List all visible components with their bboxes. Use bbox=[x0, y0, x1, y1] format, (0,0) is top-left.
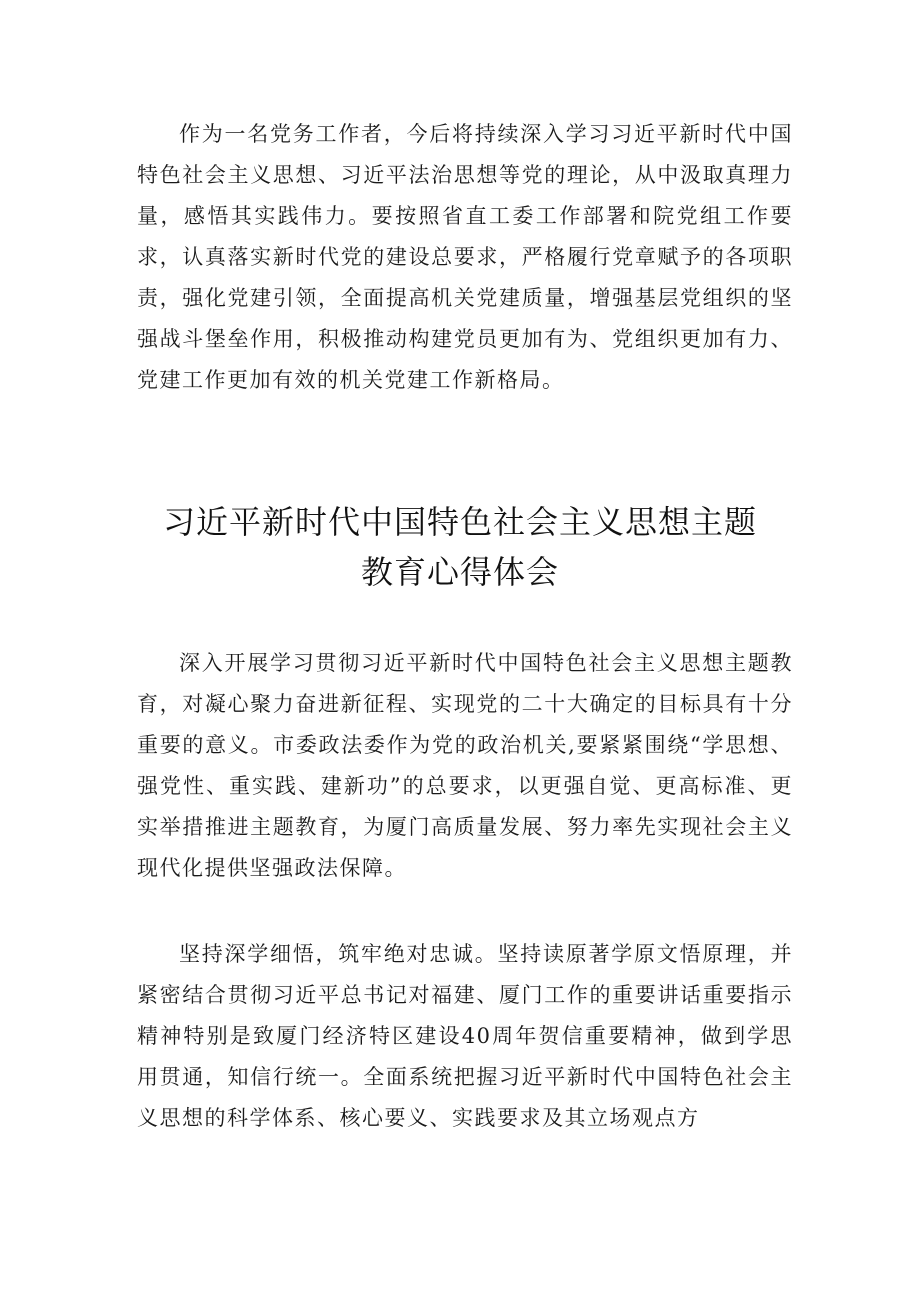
section-title-line-2: 教育心得体会 bbox=[360, 553, 559, 591]
section-title bbox=[100, 497, 820, 597]
intro-paragraph: 作为一名党务工作者，今后将持续深入学习习近平新时代中国特色社会主义思想、习近平法治思想等党的理论，从中汲取真理力量，感悟其实践伟力。要按照省直工委工作部署和院党组工作要求，认真落实新时代党的建设总要求，严格履行党章赋予的各项职责，强化党建引领，全面提高机关党建质量，增强基层党组织的坚强战斗堡垒作用，积极推动构建党员更加有为、党组织更加有力、党建工作更加有效的机关党建工作新格局。 bbox=[137, 122, 793, 392]
body-paragraph-2: 坚持深学细悟，筑牢绝对忠诚。坚持读原著学原文悟原理，并紧密结合贯彻习近平总书记对福建、厦门工作的重要讲话重要指示精神特别是致厦门经济特区建设40周年贺信重要精神，做到学思用贯通，知信行统一。全面系统把握习近平新时代中国特色社会主义思想的科学体系、核心要义、实践要求及其立场观点方 bbox=[137, 942, 793, 1130]
section-title-line-1: 习近平新时代中国特色社会主义思想主题 bbox=[162, 503, 757, 541]
body-paragraph-1: 深入开展学习贯彻习近平新时代中国特色社会主义思想主题教育，对凝心聚力奋进新征程、实现党的二十大确定的目标具有十分重要的意义。市委政法委作为党的政治机关,要紧紧围绕“学思想、强党性、重实践、建新功”的总要求，以更强自觉、更高标准、更实举措推进主题教育，为厦门高质量发展、努力率先实现社会主义现代化提供坚强政法保障。 bbox=[137, 651, 793, 880]
